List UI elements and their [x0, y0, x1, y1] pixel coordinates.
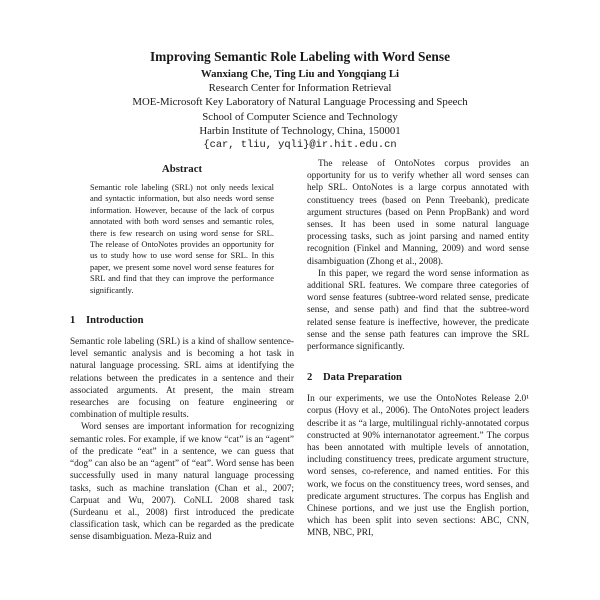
right-paragraph-2: In this paper, we regard the word sense information as additional SRL features. We compare three categories of word sense features (subtree-word related sense, predicate sense, and sense path) and find that the subtree-word related sense feature is ineffective, however, the predicate sense and the sense path features can improve the SRL performance significantly. [307, 268, 529, 353]
left-column [70, 158, 294, 544]
affiliation-line-4: Harbin Institute of Technology, China, 150001 [199, 124, 401, 137]
affiliation-line-1: Research Center for Information Retrieval [208, 82, 392, 95]
author-names: Wanxiang Che, Ting Liu and Yongqiang Li [200, 68, 400, 80]
author-email: {car, tliu, yqli}@ir.hit.edu.cn [203, 139, 397, 152]
section-number: 2 [307, 372, 313, 384]
abstract-heading: Abstract [161, 163, 203, 175]
section-number: 1 [70, 315, 76, 327]
section-title: Data Preparation [323, 372, 402, 384]
affiliation-line-3: School of Computer Science and Technology [202, 110, 398, 123]
right-column [307, 158, 529, 540]
data-paragraph-1: In our experiments, we use the OntoNotes Release 2.0¹ corpus (Hovy et al., 2006). The OntoNotes project leaders describe it as “a large, multilingual richly-annotated corpus constructed at 90% internanotator agreement.” The corpus has been annotated with multiple levels of annotation, including constituency trees, predicate argument structure, word senses, co-reference, and named entities. For this work, we focus on the constituency trees, word senses, and predicate argument structures. The corpus has English and Chinese portions, and we just use the English portion, which has been split into seven sections: ABC, CNN, MNB, NBC, PRI, [307, 394, 529, 539]
intro-paragraph-2: Word senses are important information for recognizing semantic roles. For example, if we know “cat” is an “agent” of the predicate “eat” in a sentence, we can guess that “dog” can also be an “agent” of “eat”. Word sense has been successfully used in many natural language processing tasks, such as machine translation (Chan et al., 2007; Carpuat and Wu, 2007). CoNLL 2008 shared task (Surdeanu et al., 2008) first introduced the predicate classification task, which can be regarded as the predicate sense disambiguation. Meza-Ruiz and [70, 422, 294, 543]
paper-title: Improving Semantic Role Labeling with Word Sense [149, 49, 451, 64]
author-block [0, 67, 600, 152]
abstract-text: Semantic role labeling (SRL) not only needs lexical and syntactic information, but also needs word sense information. However, because of the lack of corpus annotated with both word senses and semantic roles, there is few research on using word sense for SRL. The release of OntoNotes provides an opportunity for us to study how to use word sense for SRL. In this paper, we present some novel word sense features for SRL and find that they can improve the performance significantly. [90, 183, 274, 295]
intro-paragraph-1: Semantic role labeling (SRL) is a kind of shallow sentence-level semantic analysis and is becoming a hot task in natural language processing. SRL aims at identifying the relations between the predicates in a sentence and their associated arguments. At present, the main stream researches are focusing on feature engineering or combination of multiple results. [70, 337, 294, 421]
section-title: Introduction [86, 315, 144, 327]
section-heading-introduction [70, 314, 294, 328]
section-heading-data-preparation [307, 371, 529, 385]
right-paragraph-1: The release of OntoNotes corpus provides an opportunity for us to verify whether all word senses can help SRL. OntoNotes is a large corpus annotated with constituency trees (based on Penn Treebank), predicate argument structures (based on Penn PropBank) and word senses. It has been used in some natural language processing tasks, such as joint parsing and named entity recognition (Finkel and Manning, 2009) and word sense disambiguation (Zhong et al., 2008). [307, 159, 529, 267]
affiliation-line-2: MOE-Microsoft Key Laboratory of Natural Language Processing and Speech [132, 96, 468, 109]
